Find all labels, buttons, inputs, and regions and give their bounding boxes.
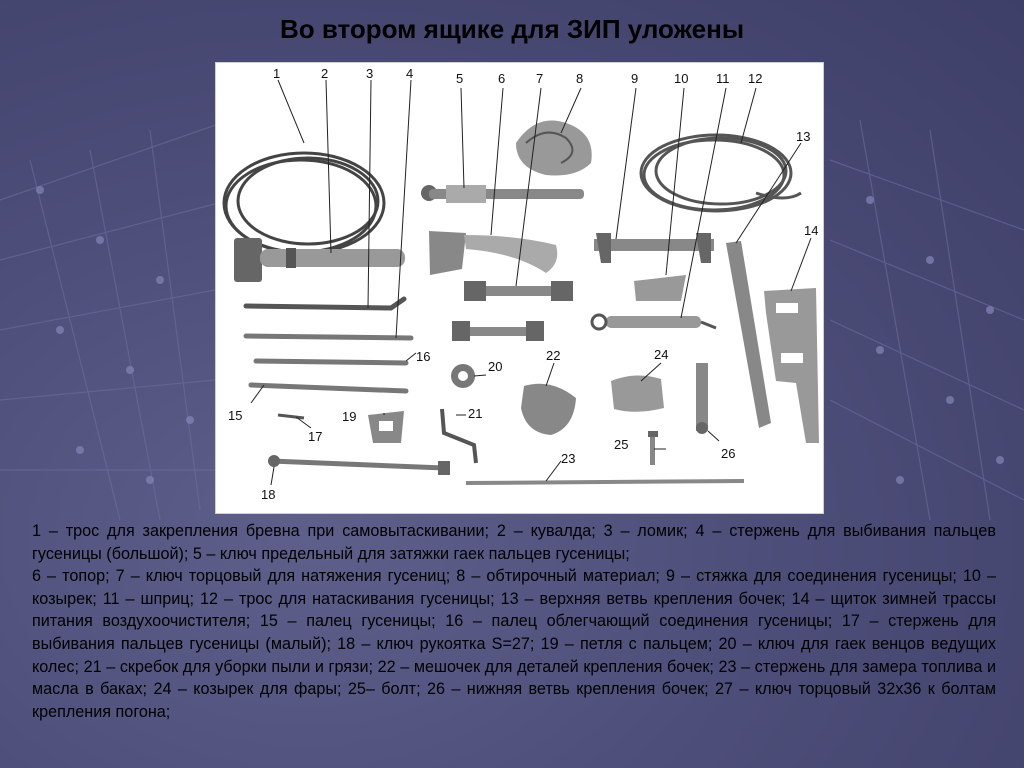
crowbar-drawing [246,299,404,308]
label-6: 6 [498,71,506,86]
label-5: 5 [456,71,464,86]
label-10: 10 [674,71,689,86]
gear-nut-key-drawing [451,321,544,388]
tools-diagram [216,63,823,513]
lower-drum-strap-drawing [696,363,708,434]
label-11: 11 [716,71,730,86]
rod-drawing [246,336,411,391]
track-cable-coil-drawing [641,135,801,211]
torque-wrench-drawing [421,185,584,203]
headlight-visor-drawing [611,375,664,411]
handle-key-drawing [268,455,450,475]
legend-caption [32,520,996,723]
legend-paragraph-1: 1 – трос для закрепления бревна при самовытаскивании; 2 – кувалда; 3 – ломик; 4 – стержень для выбивания пальцев гусеницы (большой); 5 – ключ предельный для затяжки гаек пальцев гусеницы; [32,522,996,563]
label-24: 24 [654,347,669,362]
label-2: 2 [321,66,329,81]
label-17: 17 [308,429,323,444]
label-13: 13 [796,129,811,144]
label-25: 25 [614,437,629,452]
label-16: 16 [416,349,431,364]
label-21: 21 [468,406,483,421]
label-20: 20 [488,359,503,374]
track-coupler-drawing [594,233,714,263]
label-26: 26 [721,446,736,461]
label-4: 4 [406,66,414,81]
visor-drawing [634,275,686,301]
label-3: 3 [366,66,374,81]
small-punch-drawing [278,415,304,418]
label-9: 9 [631,71,639,86]
label-1: 1 [273,66,281,81]
loop-with-pin-drawing [368,411,404,443]
label-12: 12 [748,71,763,86]
measuring-rod-drawing [466,481,744,483]
parts-bag-drawing [521,384,576,435]
cleaning-rag-drawing [516,121,592,176]
label-19: 19 [342,409,357,424]
upper-drum-strap-drawing [726,241,771,428]
label-7: 7 [536,71,544,86]
label-15: 15 [228,408,243,423]
grease-gun-drawing [592,315,716,329]
legend-paragraph-2: 6 – топор; 7 – ключ торцовый для натяжения гусениц; 8 – обтирочный материал; 9 – стяжка для соединения гусеницы; 10 – козырек; 11 – шприц; 12 – трос для натаскивания гусеницы; 13 – верхняя ветвь крепления бочек; 14 – щиток зимней трассы питания воздухоочистителя; 15 – палец гусеницы; 16 – палец облегчающий соединения гусеницы; 17 – стержень для выбивания пальцев гусеницы (малый); 18 – ключ рукоятка S=27; 19 – петля с пальцем; 20 – ключ для гаек венцов ведущих колес; 21 – скребок для уборки пыли и грязи; 22 – мешочек для деталей крепления бочек; 23 – стержень для замера топлива и масла в баках; 24 – козырек для фары; 25– болт; 26 – нижняя ветвь крепления бочек; 27 – ключ торцовый 32х36 к болтам крепления погона; [32,567,996,721]
tools-illustration [215,62,824,514]
label-23: 23 [561,451,576,466]
air-cleaner-shield-drawing [764,288,819,443]
label-8: 8 [576,71,584,86]
axe-drawing [429,231,557,275]
bolt-drawing [648,431,658,465]
label-22: 22 [546,348,561,363]
slide-title: Во втором ящике для ЗИП уложены [279,14,745,44]
label-18: 18 [261,487,276,502]
label-14: 14 [804,223,819,238]
socket-wrench-drawing [464,281,573,301]
item-number-labels [228,66,818,502]
